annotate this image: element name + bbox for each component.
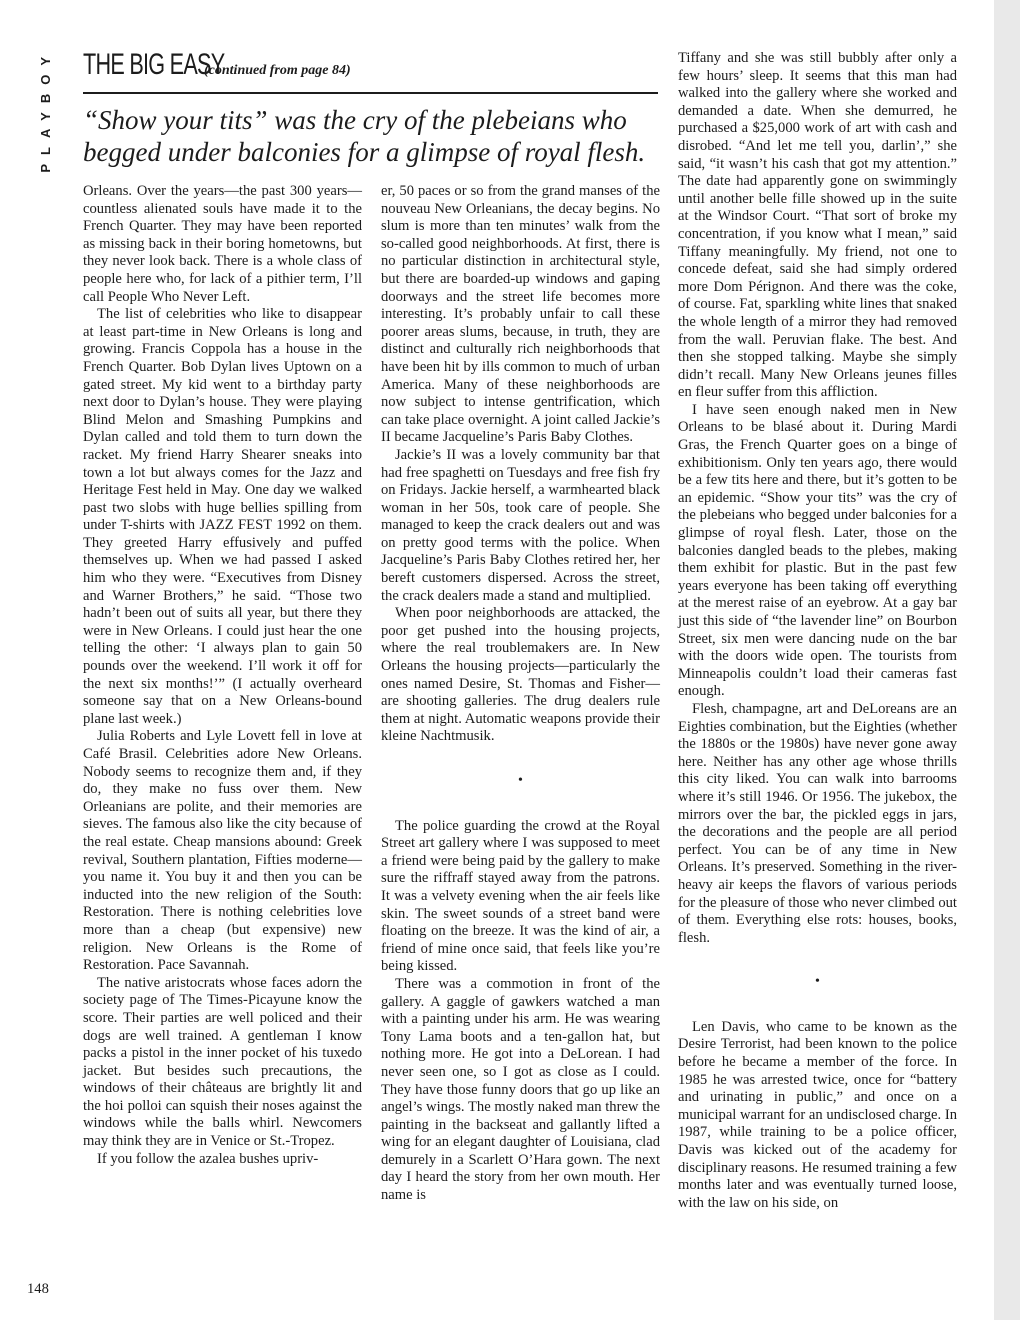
section-bullet: • (518, 773, 523, 788)
paragraph: er, 50 paces or so from the grand manses of the nouveau New Orleanians, the decay begins. No slum is more than ten minutes’ walk from the so-called good neighborhoods. At first, there is no particular distinction in architectural style, but there are boarded-up windows and gaping doorways and the street life becomes more interesting. It’s probably unfair to call these poorer areas slums, because, in truth, they are distinct and culturally rich neighborhoods that have been hit by ills common to much of urban America. Many of these neighborhoods are now subject to intense gentrification, which can take place overnight. A joint called Jackie’s II became Jacqueline’s Paris Baby Clothes. (381, 183, 660, 446)
paragraph: If you follow the azalea bushes upriv- (97, 1150, 319, 1167)
department-name: THE BIG EASY (83, 48, 225, 81)
paragraph: Jackie’s II was a lovely community bar that had free spaghetti on Tuesdays and free fish fry on Fridays. Jackie herself, a warmhearted black woman in her 50s, took care of people. She managed to keep the crack dealers out and was on pretty good terms with the police. When Jacqueline’s Paris Baby Clothes retired her, her bereft customers dispersed. Across the street, the crack dealers made a stand and multiplied. (381, 446, 660, 604)
page-number: 148 (27, 1281, 49, 1297)
column-2 (381, 183, 660, 1205)
column-1 (83, 183, 362, 1168)
section-bullet: • (815, 974, 820, 990)
paragraph: There was a commotion in front of the gallery. A gaggle of gawkers watched a man with a painting under his arm. He was wearing Tony Lama boots and a ten-gallon hat, but nothing more. He got into a DeLorean. I had never seen one, so I got as close as I could. They have those funny doors that go up like an angel’s wings. The mostly naked man threw the painting in the backseat and gallantly lifted a wing for an elegant daughter of Louisiana, clad demurely in a Scarlett O’Hara gown. The next day I heard the story from her own mouth. Her name is (381, 975, 660, 1204)
continued-note: (continued from page 84) (204, 63, 351, 78)
paragraph: Flesh, champagne, art and DeLoreans are an Eighties combination, but the Eighties (whether the 1880s or the 1980s) have never gone away here. Neither has any other age whose thrills this city liked. You can walk into barrooms where it’s still 1946. Or 1956. The jukebox, the mirrors over the bar, the pickled eggs in jars, the decorations and the people are all period perfect. You can be of any time in New Orleans. It’s preserved. Something in the river-heavy air keeps the flavors of various periods for the pleasure of those who never climbed out of them. Everything else rots: houses, books, flesh. (678, 700, 957, 946)
department-line (83, 50, 658, 80)
paragraph: Orleans. Over the years—the past 300 years—countless alienated souls have made it to the French Quarter. They may have been reported as missing back in their boring hometowns, but they never look back. There is a whole class of people here who, for lack of a pithier term, I’ll call People Who Never Left. (83, 183, 362, 305)
column-3 (678, 50, 957, 1212)
paragraph: I have seen enough naked men in New Orleans to be blasé about it. During Mardi Gras, the French Quarter goes on a binge of exhibitionism. Only ten years ago, there would be a few tits here and there, but it’s gotten to be an epidemic. “Show your tits” was the cry of the plebeians who begged under balconies for a glimpse of royal flesh. Later, those on the balconies dangled beads to the plebes, making them exhibit for plastic. But in the past few years everyone has been taking off everything at the merest raise of an eyebrow. At a gay bar just this side of “the lavender line” on Bourbon Street, six men were dancing nude on the bar with the doors wide open. The tourists from Minneapolis couldn’t load their cameras fast enough. (678, 401, 957, 700)
pull-quote: “Show your tits” was the cry of the plebeians who begged under balconies for a glimpse of royal flesh. (83, 105, 646, 167)
paragraph: The police guarding the crowd at the Royal Street art gallery where I was supposed to meet a friend were being paid by the gallery to make sure the riffraff stayed away from the patrons. It was a velvety evening when the air feels like skin. The sweet sounds of a street band were floating on the breeze. It was the kind of air, a friend of mine once said, that feels like you’re being kissed. (381, 817, 660, 975)
paragraph: The list of celebrities who like to disappear at least part-time in New Orleans is long and growing. Francis Coppola has a house in the French Quarter. Bob Dylan lives Uptown on a gated street. My kid went to a birthday party next door to Dylan’s house. They were playing Blind Melon and Smashing Pumpkins and Dylan called and told them to turn down the racket. My friend Harry Shearer sneaks into town a lot but always comes for the Jazz and Heritage Fest held in May. One day we walked past two slobs with huge bellies spilling from under T-shirts with JAZZ FEST 1992 on them. They greeted Harry effusively and puffed themselves up. When we had passed I asked him who they were. “Executives from Disney and Warner Brothers,” he said. “Those two hadn’t been out of suits all year, but there they were in New Orleans. I could just hear the one telling the other: ‘I always plan to gain 50 pounds over the weekend. I’ll work it off for the next six months!’” (I actually overheard someone say that on a New Orleans-bound plane last week.) (83, 306, 362, 727)
article-header (83, 50, 658, 168)
magazine-side-label: PLAYBOY (38, 48, 53, 173)
paragraph: Tiffany and she was still bubbly after only a few hours’ sleep. It seems that this man had walked into the gallery where she worked and demanded a date. When she demurred, he purchased a $25,000 work of art with cash and disrobed. “And let me tell you, darlin’,” she said, “it wasn’t his cash that got my attention.” The date had apparently gone on swimmingly until another belle fille showed up in the suite at the Windsor Court. “That sort of broke my concentration, if you know what I mean,” said Tiffany meaningfully. My friend, not one to concede defeat, said she had simply ordered more Dom Pérignon. And there was the coke, of course. Fat, sparkling white lines that snaked the whole length of a mirror they had removed from the wall. Peruvian flake. The best. And then she stopped talking. Maybe she simply didn’t recall. Many New Orleans jeunes filles en fleur suffer from this affliction. (678, 50, 957, 401)
paragraph: Julia Roberts and Lyle Lovett fell in love at Café Brasil. Celebrities adore New Orleans. Nobody seems to recognize them and, if they do, they make no fuss over them. New Orleanians are polite, and their memories are sieves. The famous also like the city because of the real estate. Cheap mansions abound: Greek revival, Southern plantation, Fifties moderne—you name it. You buy it and then you can be inducted into the new religion of the South: Restoration. There is nothing celebrities love more than a cheap (but expensive) new religion. New Orleans is the Rome of Restoration. Pace Savannah. (83, 728, 362, 974)
paragraph: Len Davis, who came to be known as the Desire Terrorist, had been known to the police before he became a member of the force. In 1985 he was arrested twice, once for “battery and urinating in public,” and once on a municipal warrant for an undisclosed charge. In 1987, while training to be a police officer, Davis was kicked out of the academy for disciplinary reasons. He resumed training a few months later and was eventually turned loose, with the law on his side, on (678, 1018, 957, 1211)
header-rule (83, 92, 658, 94)
paragraph: When poor neighborhoods are attacked, the poor get pushed into the housing projects, where the real troublemakers are. In New Orleans the housing projects—particularly the ones named Desire, St. Thomas and Fisher—are shooting galleries. The drug dealers rule them at night. Automatic weapons provide their kleine Nachtmusik. (381, 605, 660, 745)
page-edge (994, 0, 1020, 1320)
paragraph: The native aristocrats whose faces adorn the society page of The Times-Picayune know the score. Their parties are well policed and their dogs are well trained. A gentleman I know packs a pistol in the inner pocket of his tuxedo jacket. But besides such precautions, the windows of their châteaus are brightly lit and the hoi polloi can squish their noses against the windows while the balls whirl. Newcomers may think they are in Venice or St.-Tropez. (83, 974, 362, 1150)
